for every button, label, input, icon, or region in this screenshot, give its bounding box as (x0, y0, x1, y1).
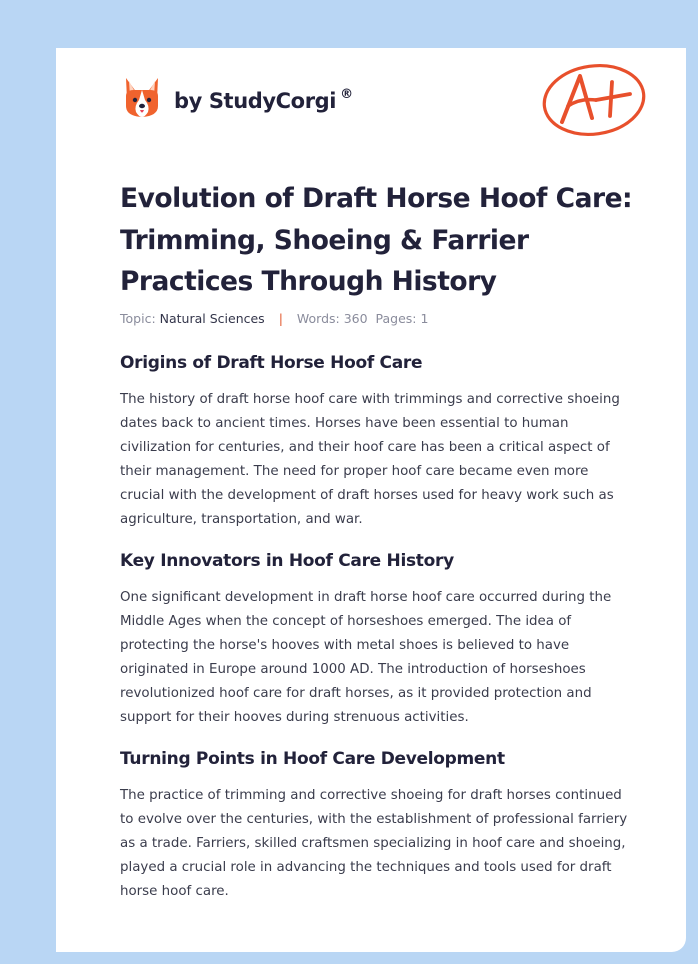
a-plus-badge (540, 60, 648, 138)
corgi-logo-icon (122, 76, 162, 120)
section-heading: Turning Points in Hoof Care Development (120, 749, 505, 769)
topic-label: Topic: (120, 311, 156, 326)
section-paragraph: The history of draft horse hoof care with trimmings and corrective shoeing dates back to ancient times. Horses have been essential to human civilization for centuries, and their hoof care has been a critical aspect of their management. The need for proper hoof care became even more crucial with the development of draft horses used for heavy work such as agriculture, transportation, and war. (120, 392, 620, 527)
word-count: Words: 360 (296, 311, 368, 326)
page-title: Evolution of Draft Horse Hoof Care: Trimming, Shoeing & Farrier Practices Through History (120, 183, 633, 297)
document-page (56, 48, 686, 952)
topic-link[interactable]: Natural Sciences (159, 311, 265, 326)
section-paragraph: One significant development in draft horse hoof care occurred during the Middle Ages when the concept of horseshoes emerged. The idea of protecting the horse's hooves with metal shoes is believed to have originated in Europe around 1000 AD. The introduction of horseshoes revolutionized hoof care for draft horses, as it provided protection and support for their hooves during strenuous activities. (120, 590, 612, 725)
section-paragraph: The practice of trimming and corrective shoeing for draft horses continued to evolve over the centuries, with the establishment of professional farriery as a trade. Farriers, skilled craftsmen specializing in hoof care and shoeing, played a crucial role in advancing the techniques and tools used for draft horse hoof care. (120, 788, 628, 899)
essay-content (120, 352, 632, 922)
meta-separator: | (278, 311, 283, 326)
page-count: Pages: 1 (375, 311, 429, 326)
brand-name: by StudyCorgi ® (174, 87, 353, 113)
section-heading: Key Innovators in Hoof Care History (120, 551, 454, 571)
document-meta (120, 311, 428, 326)
section-heading: Origins of Draft Horse Hoof Care (120, 353, 423, 373)
brand-header[interactable] (122, 76, 353, 120)
